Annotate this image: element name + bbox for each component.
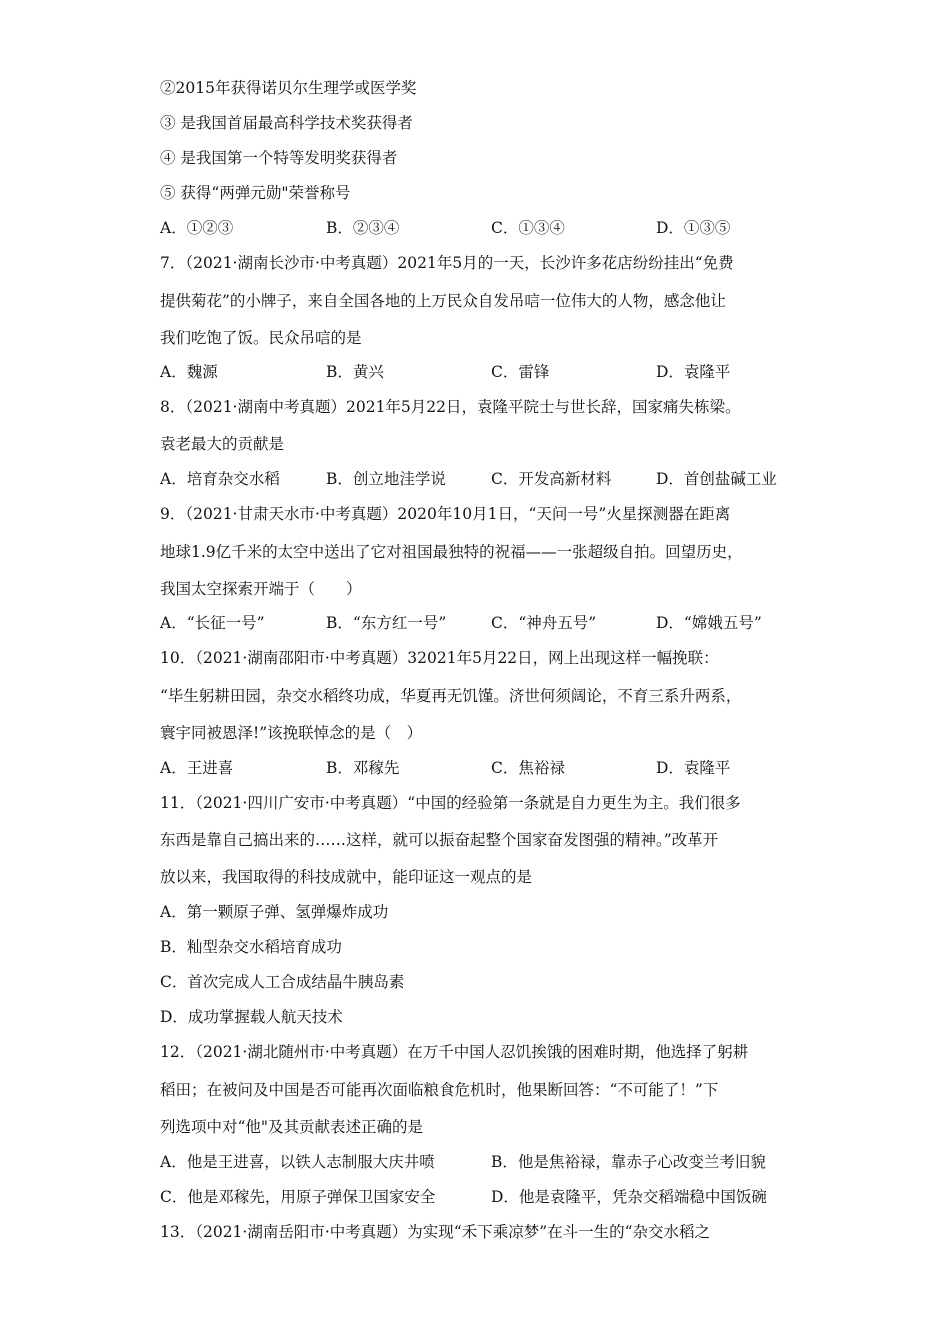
q9-option-b: B．“东方红一号” — [326, 614, 447, 632]
q10-option-a: A．王进喜 — [160, 759, 234, 777]
q9-text-1: 9．（2021·甘肃天水市·中考真题）2020年10月1日，“天问一号”火星探测器在距离 — [160, 505, 731, 523]
q9-text-3: 我国太空探索开端于（ ） — [160, 580, 362, 598]
q6-item-2: ②2015年获得诺贝尔生理学或医学奖 — [160, 79, 417, 97]
q6-option-a: A．①②③ — [160, 219, 234, 237]
q7-option-c: C．雷锋 — [491, 363, 550, 381]
q8-option-b: B．创立地洼学说 — [326, 470, 446, 488]
q11-text-2: 东西是靠自己搞出来的……这样，就可以振奋起整个国家奋发图强的精神。”改革开 — [160, 831, 719, 849]
q7-text-3: 我们吃饱了饭。民众吊唁的是 — [160, 329, 362, 347]
q8-text-1: 8．（2021·湖南中考真题）2021年5月22日，袁隆平院士与世长辞，国家痛失栋梁。 — [160, 398, 741, 416]
q11-option-d: D．成功掌握载人航天技术 — [160, 1008, 343, 1026]
q8-text-2: 袁老最大的贡献是 — [160, 435, 285, 453]
q12-option-a: A．他是王进喜，以铁人志制服大庆井喷 — [160, 1153, 435, 1171]
q9-text-2: 地球1.9亿千米的太空中送出了它对祖国最独特的祝福——一张超级自拍。回望历史， — [160, 543, 743, 561]
q6-option-c: C．①③④ — [491, 219, 565, 237]
q6-option-b: B．②③④ — [326, 219, 400, 237]
q12-option-d: D．他是袁隆平，凭杂交稻端稳中国饭碗 — [491, 1188, 767, 1206]
q11-option-b: B．籼型杂交水稻培育成功 — [160, 938, 342, 956]
q11-text-3: 放以来，我国取得的科技成就中，能印证这一观点的是 — [160, 868, 533, 886]
q12-option-b: B．他是焦裕禄，靠赤子心改变兰考旧貌 — [491, 1153, 766, 1171]
q7-text-1: 7．（2021·湖南长沙市·中考真题）2021年5月的一天，长沙许多花店纷纷挂出“免费 — [160, 254, 734, 272]
q10-text-3: 寰宇同被恩泽!”该挽联悼念的是（ ） — [160, 724, 423, 742]
q12-text-3: 列选项中对“他"及其贡献表述正确的是 — [160, 1118, 424, 1136]
q10-option-d: D．袁隆平 — [656, 759, 731, 777]
q8-option-d: D．首创盐碱工业 — [656, 470, 777, 488]
q7-option-d: D．袁隆平 — [656, 363, 731, 381]
q6-item-4: ④ 是我国第一个特等发明奖获得者 — [160, 149, 398, 167]
q9-option-d: D．“嫦娥五号” — [656, 614, 762, 632]
q11-option-a: A．第一颗原子弹、氢弹爆炸成功 — [160, 903, 389, 921]
q11-option-c: C．首次完成人工合成结晶牛胰岛素 — [160, 973, 405, 991]
q13-text-1: 13．（2021·湖南岳阳市·中考真题）为实现“禾下乘凉梦”在斗一生的“杂交水稻之 — [160, 1223, 711, 1241]
q9-option-c: C．“神舟五号” — [491, 614, 597, 632]
q11-text-1: 11．（2021·四川广安市·中考真题）“中国的经验第一条就是自力更生为主。我们很多 — [160, 794, 741, 812]
q10-text-2: “毕生躬耕田园，杂交水稻终功成，华夏再无饥馑。济世何须阔论，不育三系升两系， — [160, 687, 742, 705]
q7-text-2: 提供菊花”的小牌子，来自全国各地的上万民众自发吊唁一位伟大的人物，感念他让 — [160, 292, 726, 310]
q6-option-d: D．①③⑤ — [656, 219, 731, 237]
q12-text-1: 12．（2021·湖北随州市·中考真题）在万千中国人忍饥挨饿的困难时期，他选择了躬耕 — [160, 1043, 749, 1061]
q7-option-a: A．魏源 — [160, 363, 218, 381]
q7-option-b: B．黄兴 — [326, 363, 384, 381]
q10-text-1: 10．（2021·湖南邵阳市·中考真题）32021年5月22日，网上出现这样一幅挽联： — [160, 649, 719, 667]
q10-option-b: B．邓稼先 — [326, 759, 400, 777]
q8-option-a: A．培育杂交水稻 — [160, 470, 280, 488]
q12-option-c: C．他是邓稼先，用原子弹保卫国家安全 — [160, 1188, 436, 1206]
q6-item-5: ⑤ 获得“两弹元勋"荣誉称号 — [160, 184, 351, 202]
q10-option-c: C．焦裕禄 — [491, 759, 565, 777]
q12-text-2: 稻田；在被问及中国是否可能再次面临粮食危机时，他果断回答：“不可能了！”下 — [160, 1081, 719, 1099]
q6-item-3: ③ 是我国首届最高科学技术奖获得者 — [160, 114, 413, 132]
q8-option-c: C．开发高新材料 — [491, 470, 612, 488]
q9-option-a: A．“长征一号” — [160, 614, 265, 632]
